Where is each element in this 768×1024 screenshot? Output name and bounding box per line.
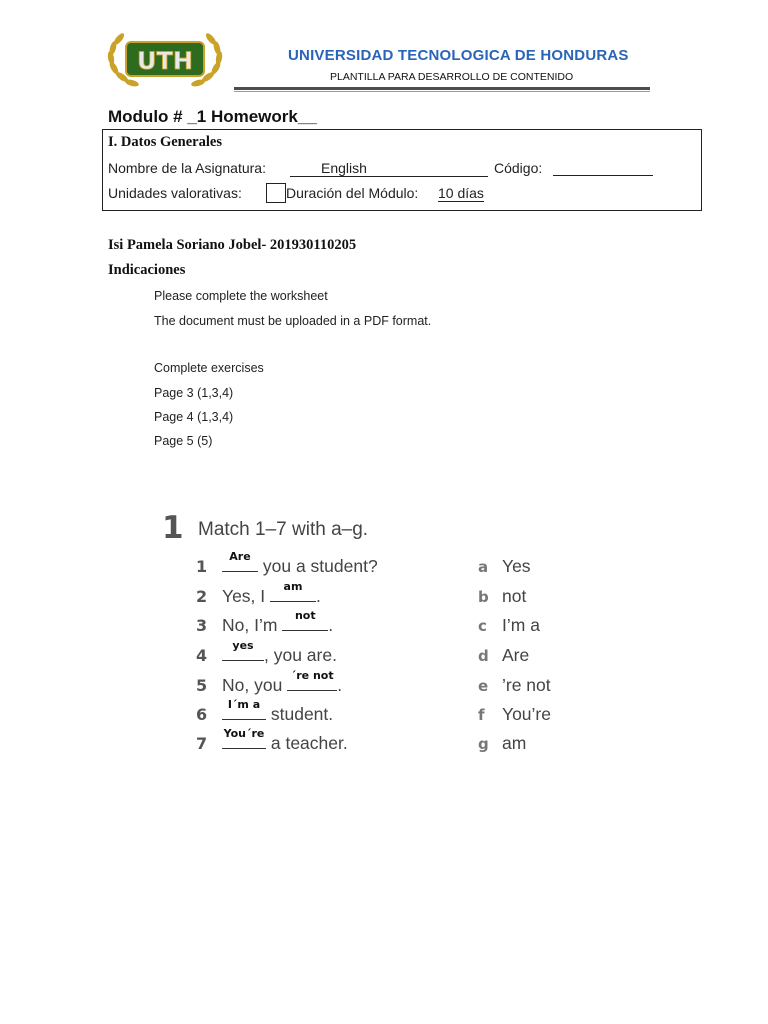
duration-value: 10 días bbox=[438, 185, 484, 201]
item-text-after: . bbox=[316, 586, 321, 606]
item-number: 4 bbox=[196, 646, 208, 665]
university-logo bbox=[104, 28, 226, 90]
item-number: 7 bbox=[196, 734, 208, 753]
indication-line: Complete exercises bbox=[154, 361, 264, 375]
item-sentence bbox=[222, 550, 378, 577]
indication-line: Page 5 (5) bbox=[154, 434, 213, 448]
answer-blank bbox=[222, 698, 266, 720]
item-number: 1 bbox=[196, 557, 208, 576]
student-name: Isi Pamela Soriano Jobel- 201930110205 bbox=[108, 237, 357, 253]
item-sentence bbox=[222, 727, 348, 754]
item-sentence bbox=[222, 580, 321, 607]
exercise-number: 1 bbox=[162, 510, 184, 546]
indication-line: The document must be uploaded in a PDF format. bbox=[154, 314, 432, 328]
answer-blank bbox=[282, 609, 328, 631]
item-text-after: . bbox=[328, 615, 334, 635]
option-text: ’re not bbox=[502, 675, 551, 695]
exercise-item bbox=[0, 727, 768, 764]
subject-value: English bbox=[321, 160, 367, 176]
option-letter: d bbox=[478, 647, 489, 665]
answer-text: ´re not bbox=[290, 669, 334, 682]
duration-label: Duración del Módulo: bbox=[286, 185, 419, 201]
code-label: Código: bbox=[494, 160, 543, 176]
template-subtitle: PLANTILLA PARA DESARROLLO DE CONTENIDO bbox=[330, 71, 574, 83]
indication-line: Page 4 (1,3,4) bbox=[154, 410, 234, 424]
option-text: Yes bbox=[502, 556, 531, 576]
indications-heading: Indicaciones bbox=[108, 262, 186, 278]
option-text: am bbox=[502, 733, 527, 753]
option-letter: e bbox=[478, 677, 489, 695]
option-text: I’m a bbox=[502, 615, 540, 635]
exercise-item bbox=[0, 698, 768, 735]
subject-field bbox=[290, 160, 488, 177]
exercise-item bbox=[0, 669, 768, 706]
credit-units-box bbox=[266, 183, 286, 203]
option-text: Are bbox=[502, 645, 530, 665]
answer-text: not bbox=[294, 609, 316, 622]
answer-blank bbox=[270, 580, 316, 602]
item-text-before: No, you bbox=[222, 675, 288, 695]
general-data-heading: I. Datos Generales bbox=[108, 134, 222, 150]
item-sentence bbox=[222, 698, 334, 725]
answer-blank bbox=[222, 550, 258, 572]
answer-text: am bbox=[283, 580, 303, 593]
indication-line: Page 3 (1,3,4) bbox=[154, 386, 234, 400]
item-number: 2 bbox=[196, 587, 208, 606]
option-text: not bbox=[502, 586, 527, 606]
item-sentence bbox=[222, 609, 334, 636]
answer-blank bbox=[287, 669, 337, 691]
indication-line: Please complete the worksheet bbox=[154, 289, 328, 303]
header-rule-thick bbox=[234, 87, 650, 90]
exercise-item bbox=[0, 550, 768, 587]
code-blank-line bbox=[553, 175, 653, 176]
option-text: You’re bbox=[502, 704, 551, 724]
item-text-after: . bbox=[337, 675, 343, 695]
module-title: Modulo # _1 Homework__ bbox=[108, 107, 317, 126]
option-letter: a bbox=[478, 558, 489, 576]
answer-text: Are bbox=[229, 550, 251, 563]
item-number: 3 bbox=[196, 616, 208, 635]
item-sentence bbox=[222, 639, 337, 666]
exercise-item bbox=[0, 609, 768, 646]
option-letter: c bbox=[478, 617, 487, 635]
answer-text: You´re bbox=[223, 727, 265, 740]
item-text-before: Yes, I bbox=[222, 586, 270, 606]
exercise-title: Match 1–7 with a–g. bbox=[198, 519, 369, 540]
option-letter: f bbox=[478, 706, 485, 724]
item-number: 6 bbox=[196, 705, 208, 724]
subject-label: Nombre de la Asignatura: bbox=[108, 160, 266, 176]
item-text-after: , you are. bbox=[264, 645, 337, 665]
answer-blank bbox=[222, 727, 266, 749]
option-letter: b bbox=[478, 588, 489, 606]
answer-text: I´m a bbox=[227, 698, 261, 711]
item-sentence bbox=[222, 669, 343, 696]
exercise-item bbox=[0, 580, 768, 617]
answer-text: yes bbox=[232, 639, 254, 652]
answer-blank bbox=[222, 639, 264, 661]
university-title: UNIVERSIDAD TECNOLOGICA DE HONDURAS bbox=[288, 47, 629, 64]
credit-units-label: Unidades valorativas: bbox=[108, 185, 242, 201]
exercise-item bbox=[0, 639, 768, 676]
item-text-before: No, I’m bbox=[222, 615, 283, 635]
header-rule-thin bbox=[234, 91, 650, 92]
item-text-after: a teacher. bbox=[266, 733, 348, 753]
svg-text:UTH: UTH bbox=[137, 47, 193, 75]
item-text-after: student. bbox=[266, 704, 334, 724]
item-number: 5 bbox=[196, 676, 208, 695]
item-text-after: you a student? bbox=[258, 556, 378, 576]
option-letter: g bbox=[478, 735, 489, 753]
